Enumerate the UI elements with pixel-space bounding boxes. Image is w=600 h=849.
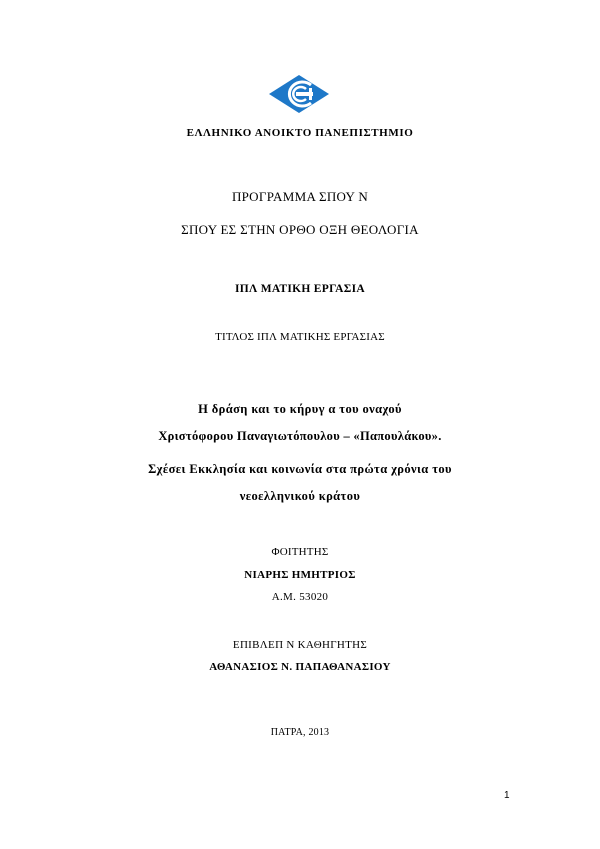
studies-title: ΣΠΟΥ ΕΣ ΣΤΗΝ ΟΡΘΟ ΟΞΗ ΘΕΟΛΟΓΙΑ (181, 222, 419, 237)
student-name: ΝΙΑΡΗΣ ΗΜΗΤΡΙΟΣ (244, 569, 356, 581)
university-logo-icon (268, 74, 330, 114)
supervisor-heading: ΕΠΙΒΛΕΠ Ν ΚΑΘΗΓΗΤΗΣ (232, 639, 368, 651)
thesis-title-label: ΤΙΤΛΟΣ ΙΠΛ ΜΑΤΙΚΗΣ ΕΡΓΑΣΙΑΣ (215, 331, 385, 343)
university-name: ΕΛΛΗΝΙΚΟ ΑΝΟΙΚΤΟ ΠΑΝΕΠΙΣΤΗΜΙΟ (186, 127, 414, 139)
place-date: ΠΑΤΡΑ, 2013 (270, 727, 330, 738)
subject-line-3: Σχέσει Εκκλησία και κοινωνία στα πρώτα χρόνια του (148, 462, 452, 476)
thesis-label: ΙΠΛ ΜΑΤΙΚΗ ΕΡΓΑΣΙΑ (235, 283, 365, 295)
page-number: 1 (504, 790, 510, 801)
subject-line-4: νεοελληνικού κράτου (239, 489, 361, 503)
program-title: ΠΡΟΓΡΑΜΜΑ ΣΠΟΥ Ν (231, 189, 369, 204)
subject-line-2: Χριστόφορου Παναγιωτόπουλου – «Παπουλάκου». (158, 429, 442, 443)
student-heading: ΦΟΙΤΗΤΗΣ (271, 546, 329, 558)
supervisor-name: ΑΘΑΝΑΣΙΟΣ Ν. ΠΑΠΑΘΑΝΑΣΙΟΥ (209, 661, 391, 673)
subject-line-1: Η δράση και το κήρυγ α του οναχού (198, 402, 402, 416)
student-registration-number: Α.Μ. 53020 (271, 591, 329, 603)
